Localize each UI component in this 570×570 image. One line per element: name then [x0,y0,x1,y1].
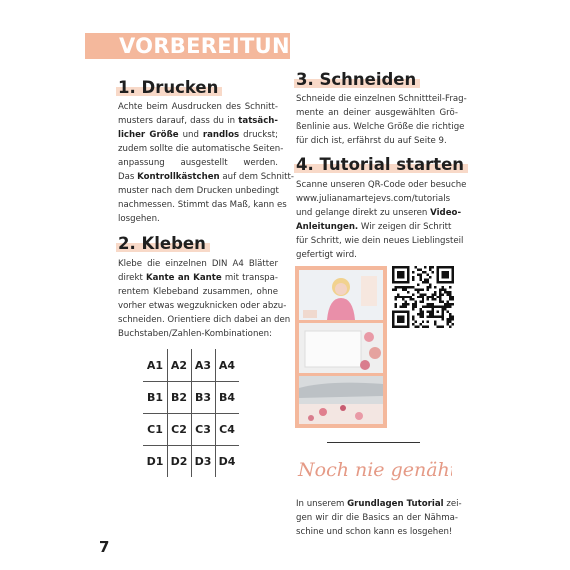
svg-text:Noch nie genäht?: Noch nie genäht? [298,459,452,481]
paragraph-kleben [118,257,291,341]
grid-cell: D2 [170,454,188,468]
grid-cell: B2 [170,390,188,404]
heading-tutorial: 4. Tutorial starten [296,155,464,174]
paragraph-line: Das Kontrollkästchen auf dem Schnitt- [118,172,295,182]
paragraph-line: licher Größe und randlos druckst; [118,130,278,140]
divider [327,442,420,443]
paragraph-line: und gelange direkt zu unseren Video- [296,208,462,218]
paragraph-line: mente an deiner ausgewählten Grö- [296,108,458,118]
handwritten-tagline [292,448,452,488]
paragraph-line: muster nach dem Drucken unbedingt [118,186,279,196]
tutorial-photo-strip [295,266,387,428]
tutorial-photo-presenter [299,270,383,320]
paragraph-line: für dich ist, erfährst du auf Seite 9. [296,136,447,146]
paragraph-line: In unserem Grundlagen Tutorial zei- [296,499,462,509]
heading-drucken: 1. Drucken [118,78,218,97]
tutorial-photo-fabric [299,323,383,373]
grid-cell: B3 [194,390,212,404]
paragraph-line: losgehen. [118,214,160,224]
paragraph-schneiden [296,92,467,148]
grid-cell: C2 [171,422,187,436]
grid-cell: B1 [146,390,164,404]
paragraph-line: zudem sollte die automatische Seiten- [118,144,284,154]
page-combination-grid [143,349,239,477]
banner-title: VORBEREITUNG [119,34,308,58]
grid-cell: C3 [195,422,211,436]
paragraph-line: anpassung ausgestellt werden. [118,158,278,168]
paragraph-line: musters darauf, dass du in tatsäch- [118,116,278,126]
paragraph-line: schneiden. Orientiere dich dabei an den [118,315,291,325]
paragraph-line: schine und schon kann es losgehen! [296,527,453,537]
paragraph-line: Klebe die einzelnen DIN A4 Blätter [118,259,278,269]
paragraph-drucken [118,100,295,226]
grid-cell: C4 [219,422,235,436]
grid-cell: B4 [218,390,236,404]
paragraph-line: vorher etwas wegzuknicken oder abzu- [118,301,287,311]
paragraph-line: Anleitungen. Wir zeigen dir Schritt [296,222,452,232]
paragraph-line: Schneide die einzelnen Schnittteil-Frag- [296,94,467,104]
paragraph-grundlagen [296,497,462,539]
tutorial-photo-sewing-machine [299,376,383,424]
grid-cell: A2 [170,358,188,372]
paragraph-line: ßenlinie aus. Welche Größe die richtige [296,122,465,132]
grid-cell: A3 [194,358,212,372]
section-banner [85,33,308,59]
paragraph-line: Buchstaben/Zahlen-Kombinationen: [118,329,273,339]
grid-cell: A4 [218,358,236,372]
paragraph-line: direkt Kante an Kante mit transpa- [118,273,278,283]
qr-code-icon[interactable] [392,266,454,328]
paragraph-line: www.julianamartejevs.com/tutorials [296,194,451,204]
grid-cell: D1 [146,454,164,468]
grid-cell: A1 [146,358,164,372]
heading-kleben: 2. Kleben [118,234,206,253]
paragraph-line: gefertigt wird. [296,250,357,260]
page-number: 7 [99,538,110,556]
paragraph-line: gen wir dir die Basics an der Nähma- [296,513,458,523]
grid-cell: C1 [147,422,163,436]
paragraph-line: Achte beim Ausdrucken des Schnitt- [118,102,278,112]
paragraph-line: Scanne unseren QR-Code oder besuche [296,180,467,190]
grid-cell: D3 [194,454,212,468]
paragraph-line: nachmessen. Stimmt das Maß, kann es [118,200,287,210]
grid-cell: D4 [218,454,236,468]
heading-schneiden: 3. Schneiden [296,70,416,89]
paragraph-tutorial [296,178,467,262]
paragraph-line: für Schritt, wie dein neues Lieblingsteil [296,236,464,246]
paragraph-line: rentem Klebeband zusammen, ohne [118,287,278,297]
